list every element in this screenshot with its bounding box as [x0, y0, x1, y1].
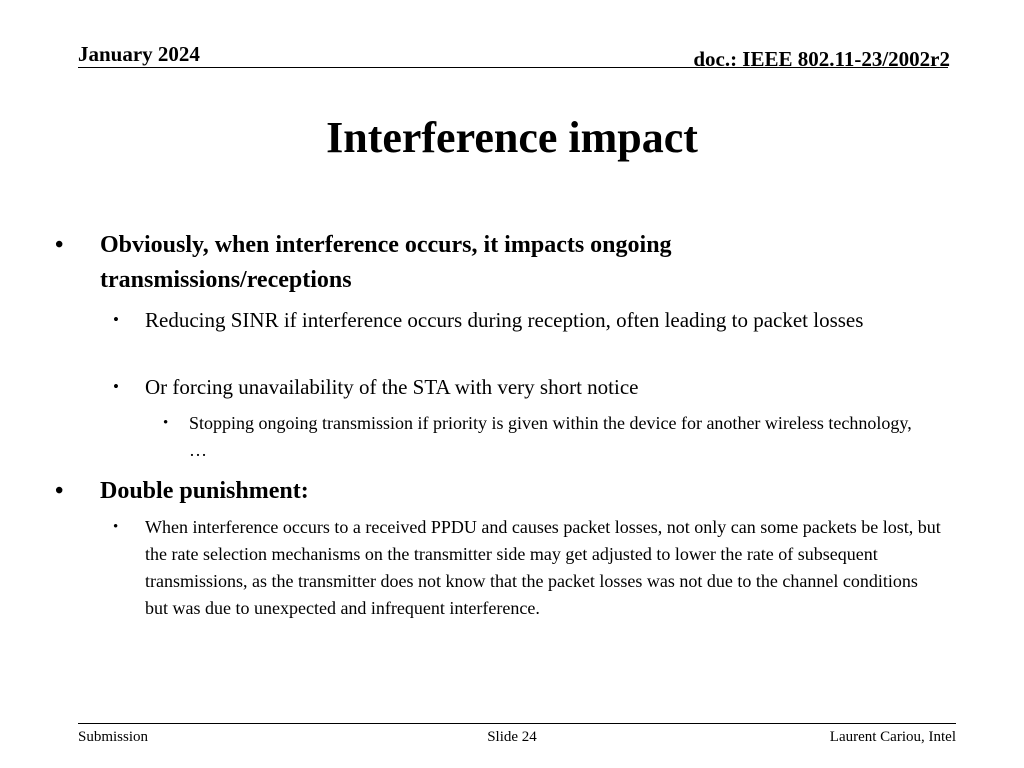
bullet-text: Reducing SINR if interference occurs during reception, often leading to packet losses	[145, 308, 864, 332]
bullet-marker: •	[113, 377, 119, 396]
bullet-text: Obviously, when interference occurs, it impacts ongoing transmissions/receptions	[100, 232, 672, 293]
footer-author: Laurent Cariou, Intel	[829, 729, 956, 745]
bullet-text: Stopping ongoing transmission if priority is given within the device for another wireless technology, …	[189, 413, 912, 460]
header-date: January 2024	[78, 42, 200, 66]
bullet-marker: •	[55, 478, 64, 504]
bullet-marker: •	[113, 310, 119, 329]
header-divider	[78, 67, 948, 68]
header-doc-id: doc.: IEEE 802.11-23/2002r2	[693, 47, 950, 71]
bullet-marker: •	[55, 232, 64, 258]
footer-submission: Submission	[78, 729, 149, 745]
bullet-text: When interference occurs to a received PPDU and causes packet losses, not only can some packets be lost, but the rate selection mechanisms on the transmitter side may get adjusted to lower the rate of subsequent transmissions, as the transmitter does not know that the packet losses was not due to the channel conditions but was due to unexpected and infrequent interference.	[145, 517, 941, 618]
footer-slide-number: Slide 24	[487, 729, 537, 745]
bullet-text: Or forcing unavailability of the STA with very short notice	[145, 375, 639, 399]
bullet-marker: •	[113, 519, 119, 535]
bullet-text: Double punishment:	[100, 478, 309, 504]
footer-divider	[78, 723, 956, 724]
slide-title: Interference impact	[326, 113, 698, 162]
bullet-marker: •	[163, 415, 169, 431]
